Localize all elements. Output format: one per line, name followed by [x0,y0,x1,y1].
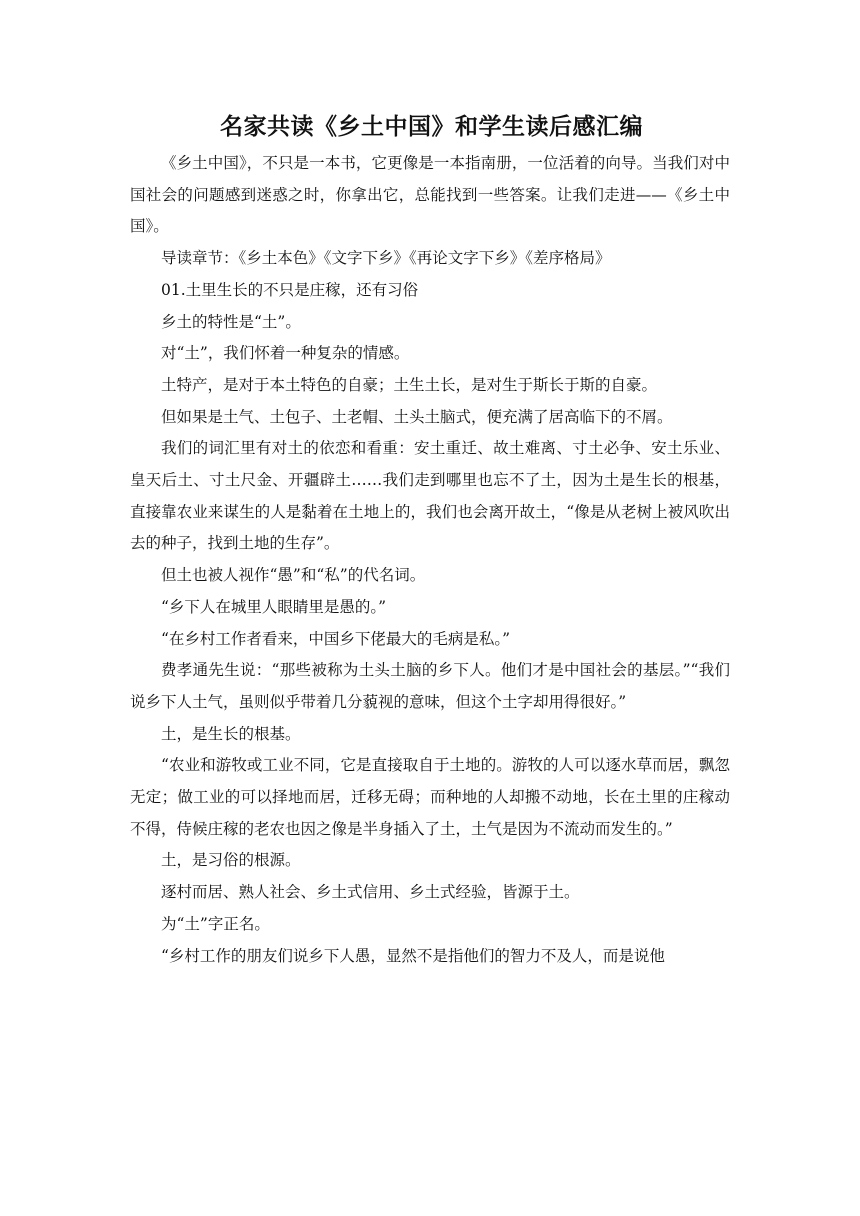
guide-chapters: 导读章节：《乡土本色》《文字下乡》《再论文字下乡》《差序格局》 [161,249,611,268]
intro-paragraph: 《乡土中国》，不只是一本书，它更像是一本指南册，一位活着的向导。当我们对中国社会的问题感到迷惑之时，你拿出它，总能找到一些答案。让我们走进——《乡土中国》。 [130,154,730,236]
quote-paragraph: “农业和游牧或工业不同，它是直接取自于土地的。游牧的人可以逐水草而居，飘忽无定；做工业的可以择地而居，迁移无碍；而种地的人却搬不动地，长在土里的庄稼动不得，侍候庄稼的老农也因之像是半身插入了土，土气是因为不流动而发生的。” [130,756,730,838]
body-paragraph: 土特产，是对于本土特色的自豪；土生土长，是对生于斯长于斯的自豪。 [161,375,658,394]
body-paragraph: 土，是习俗的根源。 [161,851,301,870]
quote-paragraph: “在乡村工作者看来，中国乡下佬最大的毛病是私。” [161,629,511,648]
body-paragraph: 逐村而居、熟人社会、乡土式信用、乡土式经验，皆源于土。 [161,883,580,902]
body-paragraph: 但如果是土气、土包子、土老帽、土头土脑式，便充满了居高临下的不屑。 [161,407,673,426]
body-paragraph: 费孝通先生说：“那些被称为土头土脑的乡下人。他们才是中国社会的基层。”“我们说乡下人土气，虽则似乎带着几分藐视的意味，但这个土字却用得很好。” [130,661,730,711]
quote-paragraph: “乡下人在城里人眼睛里是愚的。” [161,597,387,616]
section-heading: 01.土里生长的不只是庄稼，还有习俗 [161,280,419,299]
body-paragraph: 乡土的特性是“土”。 [161,312,301,331]
body-paragraph: 土，是生长的根基。 [161,724,301,743]
body-paragraph: 但土也被人视作“愚”和“私”的代名词。 [161,566,426,585]
body-paragraph: 我们的词汇里有对土的依恋和看重：安土重迁、故土难离、寸土必争、安土乐业、皇天后土、寸土尺金、开疆辟土……我们走到哪里也忘不了土，因为土是生长的根基，直接靠农业来谋生的人是黏着在土地上的，我们也会离开故土，“像是从老树上被风吹出去的种子，找到土地的生存”。 [130,439,730,553]
document-page [130,112,730,972]
quote-paragraph: “乡村工作的朋友们说乡下人愚，显然不是指他们的智力不及人，而是说他 [161,946,665,965]
body-paragraph: 为“土”字正名。 [161,914,270,933]
document-title: 名家共读《乡土中国》和学生读后感汇编 [220,114,643,140]
body-paragraph: 对“土”，我们怀着一种复杂的情感。 [161,344,410,363]
